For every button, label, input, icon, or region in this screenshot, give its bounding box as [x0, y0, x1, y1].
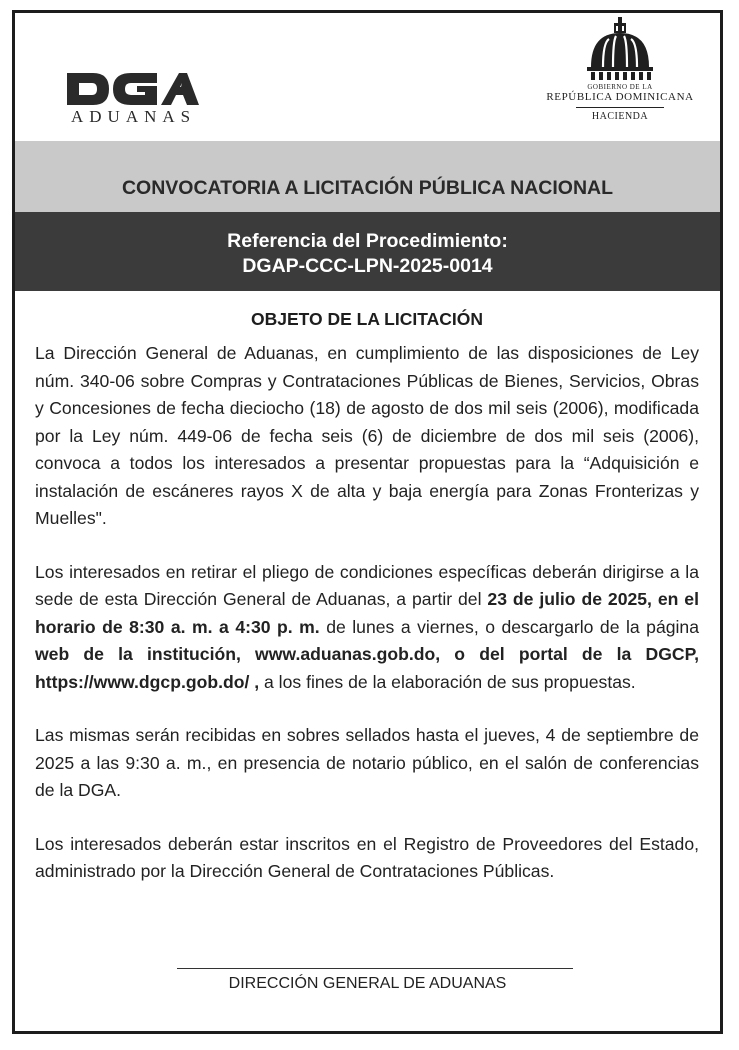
gobierno-divider [576, 107, 664, 108]
palace-dome-icon [585, 17, 655, 81]
gobierno-line2: REPÚBLICA DOMINICANA [546, 91, 694, 103]
paragraph-2-text-2: de lunes a viernes, o descargarlo de la página [319, 616, 700, 637]
signature-text: DIRECCIÓN GENERAL DE ADUANAS [228, 975, 507, 992]
gobierno-logo [545, 17, 695, 139]
paragraph-1: La Dirección General de Aduanas, en cumplimiento de las disposiciones de Ley núm. 340-06 sobre Compras y Contrataciones Públicas de Bienes, Servicios, Obras y Concesiones de fecha dieciocho (18) de agosto de dos mil seis (2006), modificada por la Ley núm. 449-06 de fecha seis (6) de diciembre de dos mil seis (2006), convoca a todos los interesados a presentar propuestas para la “Adquisición e instalación de escáneres rayos X de alta y baja energía para Zonas Fronterizas y Muelles". [35, 343, 699, 528]
reference-label: Referencia del Procedimiento: [227, 230, 508, 252]
dga-aduanas-logo [65, 71, 205, 133]
dga-logo-letters [65, 71, 201, 107]
paragraph-3: Las mismas serán recibidas en sobres sellados hasta el jueves, 4 de septiembre de 2025 a las 9:30 a. m., en presencia de notario público, en el salón de conferencias de la DGA. [35, 725, 699, 800]
reference-code: DGAP-CCC-LPN-2025-0014 [242, 255, 493, 277]
notice-title: CONVOCATORIA A LICITACIÓN PÚBLICA NACIONAL [121, 177, 614, 199]
dga-logo-word: ADUANAS [71, 107, 197, 126]
title-band [15, 141, 720, 212]
gobierno-line1: GOBIERNO DE LA [587, 83, 653, 91]
paragraph-2-text-3: a los fines de la elaboración de sus propuestas. [259, 671, 636, 692]
reference-band [15, 212, 720, 291]
gobierno-department: HACIENDA [591, 111, 649, 122]
header [15, 13, 720, 141]
paragraph-2 [35, 559, 699, 697]
section-title: OBJETO DE LA LICITACIÓN [250, 309, 484, 329]
notice-frame [12, 10, 723, 1034]
paragraph-4: Los interesados deberán estar inscritos en el Registro de Proveedores del Estado, administrado por la Dirección General de Contrataciones Públicas. [35, 833, 699, 881]
signature-line [177, 968, 573, 969]
paragraph-2-text-1: Los interesados en retirar el pliego de condiciones específicas deberán dirigirse a la sede de esta Dirección General de Aduanas, a partir del [35, 561, 699, 609]
paragraph-2-bold-web: web de la institución, www.aduanas.gob.do, o del portal de la DGCP, https://www.dgcp.gob.do/ , [35, 644, 699, 692]
notice-body [35, 309, 699, 886]
paragraph-2-bold-date: 23 de julio de 2025, en el horario de 8:30 a. m. a 4:30 p. m. [35, 589, 699, 637]
